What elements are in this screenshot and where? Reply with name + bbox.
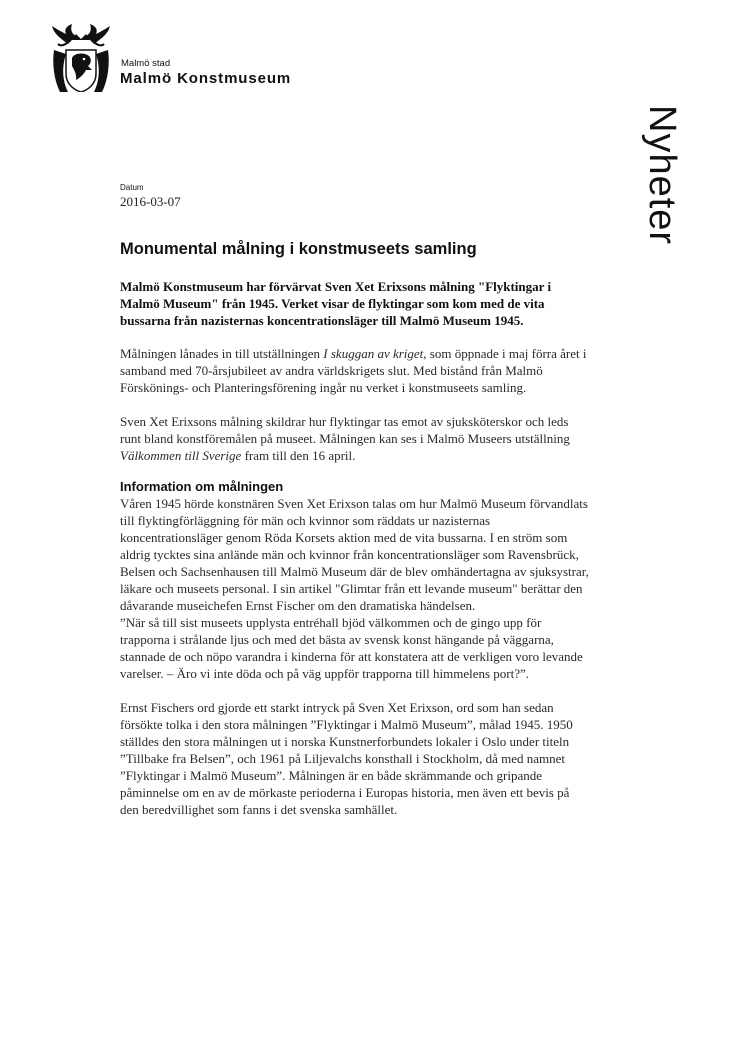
paragraph-1-text-b: , som öppnade i maj förra året i samband med 70-årsjubileet av andra världskrigets slut. Med bistånd från Malmö Förskönings- och Planteringsförening ingår nu verket i konstmuseets samling. — [120, 346, 587, 395]
article-body — [120, 278, 590, 835]
paragraph-3-quote: ”När så till sist museets upplysta entréhall bjöd välkommen och de gingo upp för trapporna i strålande ljus och med det bästa av svensk konst hängande på väggarna, stannade de och nöpo varandra i kinderna för att konstatera att de verkligen voro levande varelser. – Äro vi inte döda och på väg uppför trapporna till himmelens port?”. — [120, 615, 583, 681]
exhibition-title-1: I skuggan av kriget — [323, 346, 424, 361]
date-label: Datum — [120, 183, 144, 192]
section-subheading: Information om målningen — [120, 479, 284, 494]
paragraph-1 — [120, 345, 590, 396]
article-lead: Malmö Konstmuseum har förvärvat Sven Xet Erixsons målning "Flyktingar i Malmö Museum" från 1945. Verket visar de flyktingar som kom med de vita bussarna från nazisternas koncentrationsläger till Malmö Museum 1945. — [120, 279, 552, 328]
paragraph-2 — [120, 413, 590, 464]
org-name: Malmö Konstmuseum — [120, 70, 292, 87]
section-title-vertical: Nyheter — [641, 105, 683, 246]
exhibition-title-2: Välkommen till Sverige — [120, 448, 242, 463]
date-value: 2016-03-07 — [120, 194, 181, 209]
malmo-stad-logo — [50, 24, 112, 92]
paragraph-2-text-b: fram till den 16 april. — [241, 448, 356, 463]
paragraph-1-text-a: Målningen lånades in till utställningen — [120, 346, 324, 361]
paragraph-4: Ernst Fischers ord gjorde ett starkt intryck på Sven Xet Erixson, ord som han sedan försökte tolka i den stora målningen ”Flyktingar i Malmö Museum”, målad 1945. 1950 ställdes den stora målningen ut i norska Kunstnerforbundets lokaler i Oslo under titeln ”Tillbake fra Belsen”, och 1961 på Liljevalchs konsthall i Stockholm, då med namnet ”Flyktingar i Malmö Museum”. Målningen är en både skrämmande och gripande påminnelse om en av de mörkaste perioderna i Europas historia, men även ett bevis på den beredvillighet som fanns i det svenska samhället. — [120, 700, 573, 817]
paragraph-2-text-a: Sven Xet Erixsons målning skildrar hur flyktingar tas emot av sjuksköterskor och leds runt bland konstföremålen på museet. Målningen kan ses i Malmö Museers utställning — [120, 414, 570, 446]
paragraph-3: Våren 1945 hörde konstnären Sven Xet Erixson talas om hur Malmö Museum förvandlats till flyktingförläggning för män och kvinnor som räddats ur nazisternas koncentrationsläger genom Röda Korsets aktion med de vita bussarna. I en ström som aldrig tycktes sina anlände män och kvinnor från koncentrationsläger som Ravensbrück, Belsen och Sachsenhausen till Malmö Museum där de blev omhändertagna av sjuksystrar, läkare och museets personal. I sin artikel "Glimtar från ett levande museum" berättar den dåvarande museichefen Ernst Fischer om den dramatiska händelsen. — [120, 496, 589, 613]
org-small-name: Malmö stad — [121, 58, 171, 69]
article-headline: Monumental målning i konstmuseets samling — [120, 240, 477, 258]
